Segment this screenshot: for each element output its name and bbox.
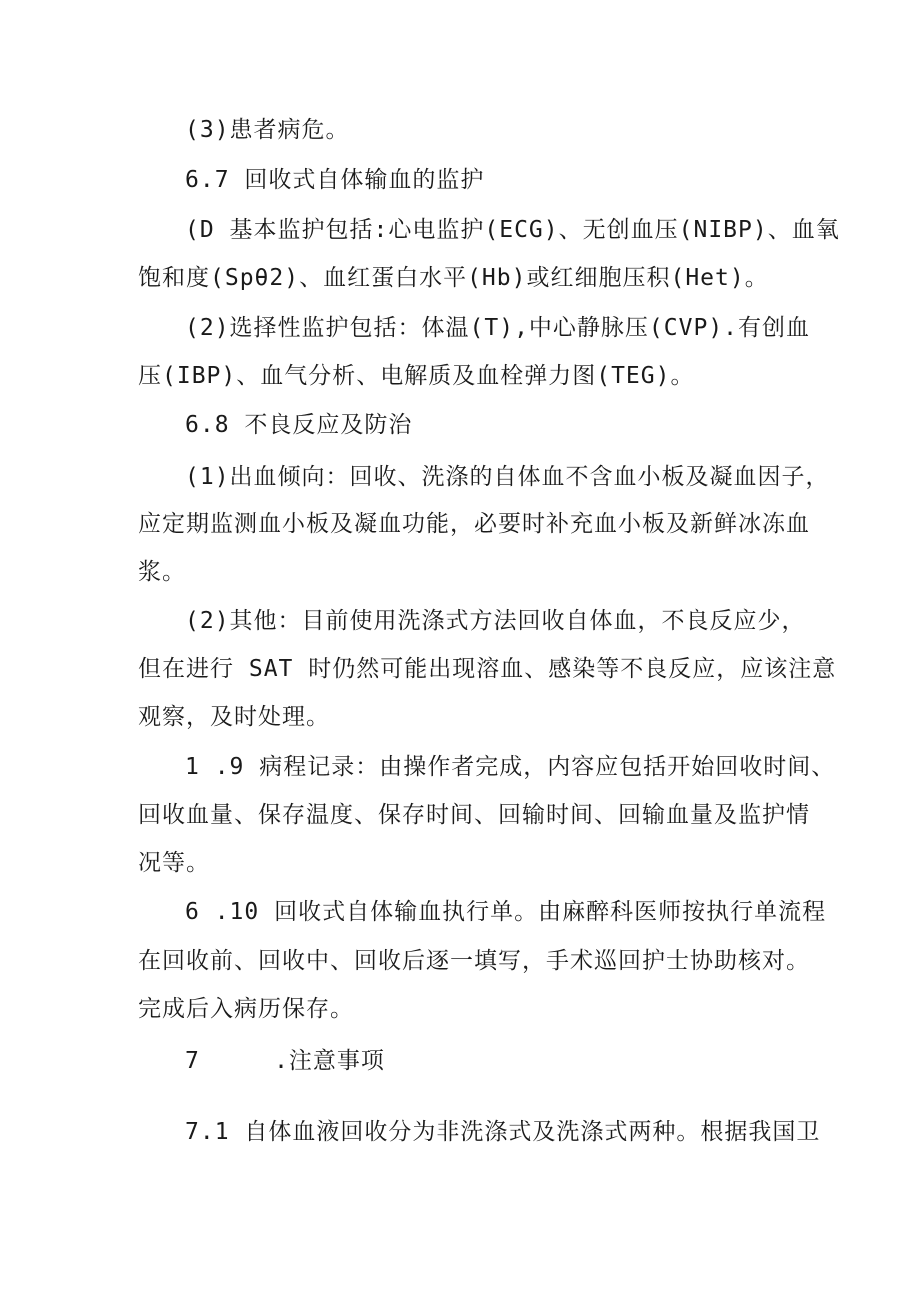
paragraph-line: 浆。 [138,559,186,585]
paragraph-line: 完成后入病历保存。 [138,996,354,1022]
paragraph-line: 回收血量、保存温度、保存时间、回输时间、回输血量及监护情 [138,802,810,828]
paragraph-line: (2)其他：目前使用洗涤式方法回收自体血，不良反应少， [185,608,806,634]
paragraph-line: 饱和度(Spθ2)、血红蛋白水平(Hb)或红细胞压积(Het)。 [138,265,769,291]
paragraph-line: 在回收前、回收中、回收后逐一填写，手术巡回护士协助核对。 [138,948,810,974]
paragraph-line: 况等。 [138,850,210,876]
paragraph-line: 但在进行 SAT 时仍然可能出现溶血、感染等不良反应，应该注意 [138,656,837,682]
paragraph-line: 应定期监测血小板及凝血功能，必要时补充血小板及新鲜冰冻血 [138,511,810,537]
paragraph-line: (1)出血倾向：回收、洗涤的自体血不含血小板及凝血因子， [185,464,830,490]
paragraph-line: 观察，及时处理。 [138,704,330,730]
section-heading-6-8: 6.8 不良反应及防治 [185,412,413,438]
section-heading-6-7: 6.7 回收式自体输血的监护 [185,167,485,193]
paragraph-line: 6 .10 回收式自体输血执行单。由麻醉科医师按执行单流程 [185,899,827,925]
paragraph-line: (D 基本监护包括:心电监护(ECG)、无创血压(NIBP)、血氧 [185,217,840,243]
list-item-critical-patient: (3)患者病危。 [185,117,350,143]
section-heading-7: 7 .注意事项 [185,1048,385,1074]
paragraph-line: 7.1 自体血液回收分为非洗涤式及洗涤式两种。根据我国卫 [185,1119,821,1145]
paragraph-line: 1 .9 病程记录：由操作者完成，内容应包括开始回收时间、 [185,754,836,780]
paragraph-line: 压(IBP)、血气分析、电解质及血栓弹力图(TEG)。 [138,363,695,389]
paragraph-line: (2)选择性监护包括：体温(T),中心静脉压(CVP).有创血 [185,315,811,341]
